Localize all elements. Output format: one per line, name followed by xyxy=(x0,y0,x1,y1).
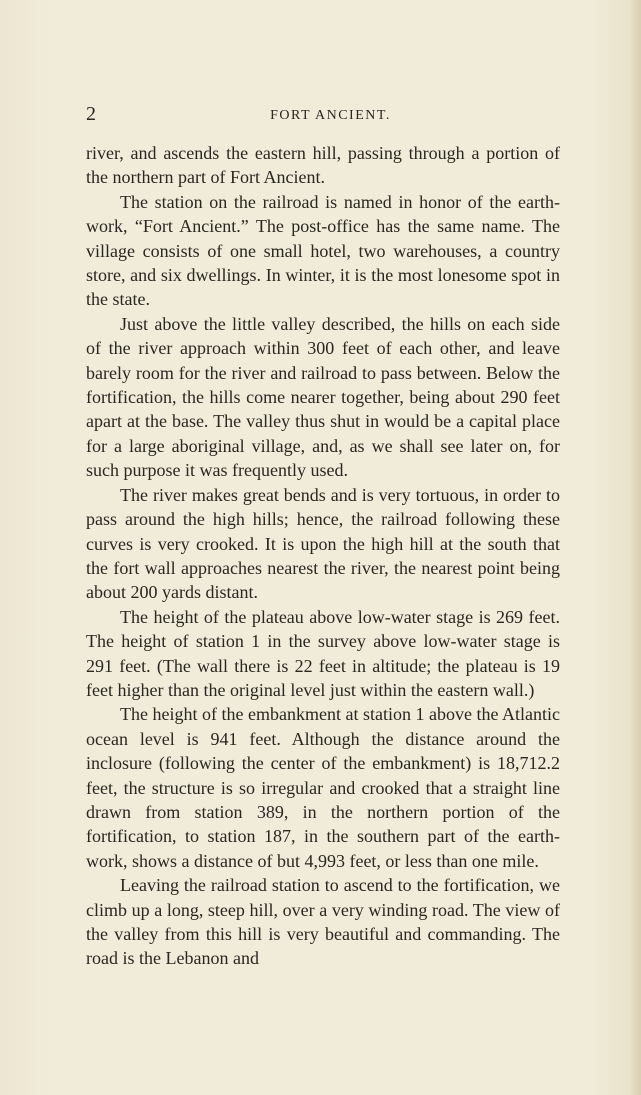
paragraph: The height of the embankment at station 1 above the Atlantic ocean level is 941 feet. Although the distance around the inclosure (following the center of the embankment) is 18,712.2 feet, the structure is so irregular and crooked that a straight line drawn from station 389, in the northern portion of the fortification, to station 187, in the southern part of the earth-work, shows a distance of but 4,993 feet, or less than one mile. xyxy=(86,704,560,871)
paragraph: The height of the plateau above low-water stage is 269 feet. The height of station 1 in the survey above low-water stage is 291 feet. (The wall there is 22 feet in altitude; the plateau is 19 feet higher than the original level just within the eastern wall.) xyxy=(86,606,560,700)
body-text xyxy=(86,141,560,971)
page-edge xyxy=(631,0,641,1095)
paragraph: The river makes great bends and is very tortuous, in order to pass around the high hills; hence, the railroad following these curves is very crooked. It is upon the high hill at the south that the fort wall approaches nearest the river, the nearest point being about 200 yards distant. xyxy=(86,484,560,603)
running-title: FORT ANCIENT. xyxy=(270,108,391,123)
paragraph: river, and ascends the eastern hill, passing through a portion of the northern part of Fort Ancient. xyxy=(86,143,560,188)
page-number: 2 xyxy=(86,103,96,125)
paragraph: Just above the little valley described, the hills on each side of the river approach within 300 feet of each other, and leave barely room for the river and railroad to pass between. Below the fortification, the hills come nearer together, being about 290 feet apart at the base. The valley thus shut in would be a capital place for a large aboriginal village, and, as we shall see later on, for such purpose it was frequently used. xyxy=(86,313,560,481)
paragraph: The station on the railroad is named in honor of the earth-work, “Fort Ancient.” The post-office has the same name. The village consists of one small hotel, two warehouses, a country store, and six dwellings. In winter, it is the most lonesome spot in the state. xyxy=(86,191,560,310)
paragraph: Leaving the railroad station to ascend to the fortification, we climb up a long, steep hill, over a very winding road. The view of the valley from this hill is very beautiful and commanding. The road is the Lebanon and xyxy=(86,875,560,969)
